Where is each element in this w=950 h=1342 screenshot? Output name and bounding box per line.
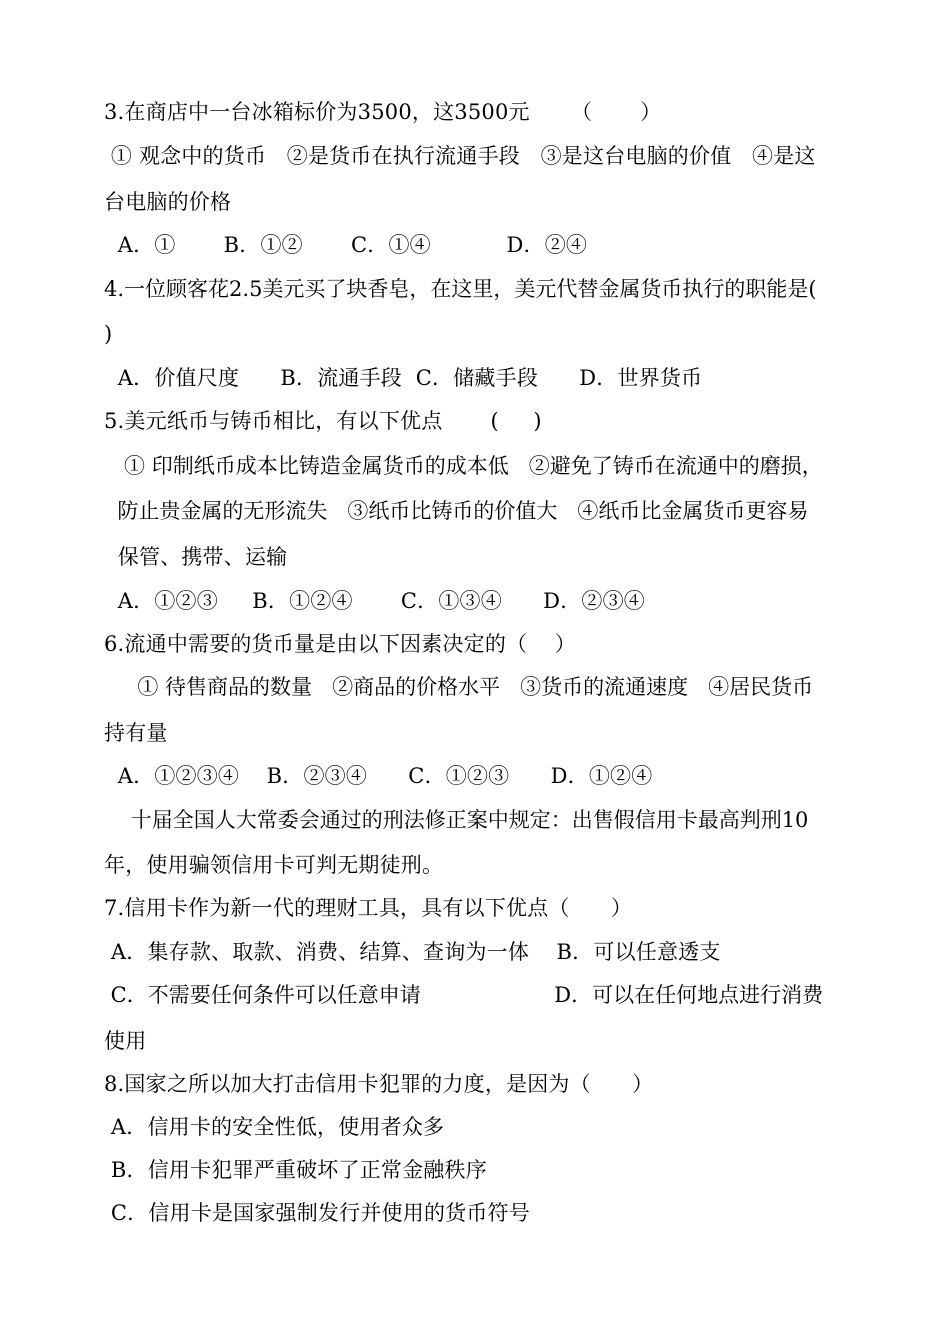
question-4-stem-cont: ) <box>104 322 113 346</box>
question-5-statements: ① 印制纸币成本比铸造金属货币的成本低 ②避免了铸币在流通中的磨损， <box>104 454 823 478</box>
question-7-options-cd: C．不需要任何条件可以任意申请 D．可以在任何地点进行消费 <box>104 983 824 1007</box>
question-7-stem: 7.信用卡作为新一代的理财工具，具有以下优点（ ） <box>104 896 633 920</box>
question-8-option-c: C．信用卡是国家强制发行并使用的货币符号 <box>104 1201 530 1225</box>
question-8-option-b: B．信用卡犯罪严重破坏了正常金融秩序 <box>104 1158 487 1182</box>
question-8-option-a: A．信用卡的安全性低，使用者众多 <box>104 1115 445 1139</box>
question-3-statements-cont: 台电脑的价格 <box>104 190 232 214</box>
question-6-options: A．①②③④ B．②③④ C．①②③ D．①②④ <box>104 764 653 788</box>
question-4-stem: 4.一位顾客花2.5美元买了块香皂，在这里，美元代替金属货币执行的职能是( <box>104 277 817 301</box>
material-paragraph-cont: 年，使用骗领信用卡可判无期徒刑。 <box>104 853 444 877</box>
question-7-options-ab: A．集存款、取款、消费、结算、查询为一体 B．可以任意透支 <box>104 940 721 964</box>
question-5-options: A．①②③ B．①②④ C．①③④ D．②③④ <box>104 589 646 613</box>
question-3-statements: ① 观念中的货币 ②是货币在执行流通手段 ③是这台电脑的价值 ④是这 <box>104 144 816 168</box>
question-5-statements-cont2: 保管、携带、运输 <box>104 545 288 569</box>
question-5-stem: 5.美元纸币与铸币相比，有以下优点 ( ) <box>104 409 542 433</box>
question-3-stem: 3.在商店中一台冰箱标价为3500，这3500元 （ ） <box>104 100 662 124</box>
question-4-options: A．价值尺度 B．流通手段 C．储藏手段 D．世界货币 <box>104 366 703 390</box>
question-7-options-cont: 使用 <box>104 1029 147 1053</box>
question-6-statements-cont: 持有量 <box>104 721 168 745</box>
question-6-statements: ① 待售商品的数量 ②商品的价格水平 ③货币的流通速度 ④居民货币 <box>104 675 814 699</box>
question-5-statements-cont: 防止贵金属的无形流失 ③纸币比铸币的价值大 ④纸币比金属货币更容易 <box>104 499 809 523</box>
question-8-stem: 8.国家之所以加大打击信用卡犯罪的力度，是因为（ ） <box>104 1072 654 1096</box>
question-6-stem: 6.流通中需要的货币量是由以下因素决定的（ ） <box>104 632 576 656</box>
question-3-options: A．① B．①② C．①④ D．②④ <box>104 233 588 257</box>
material-paragraph: 十届全国人大常委会通过的刑法修正案中规定：出售假信用卡最高判刑10 <box>104 808 809 832</box>
